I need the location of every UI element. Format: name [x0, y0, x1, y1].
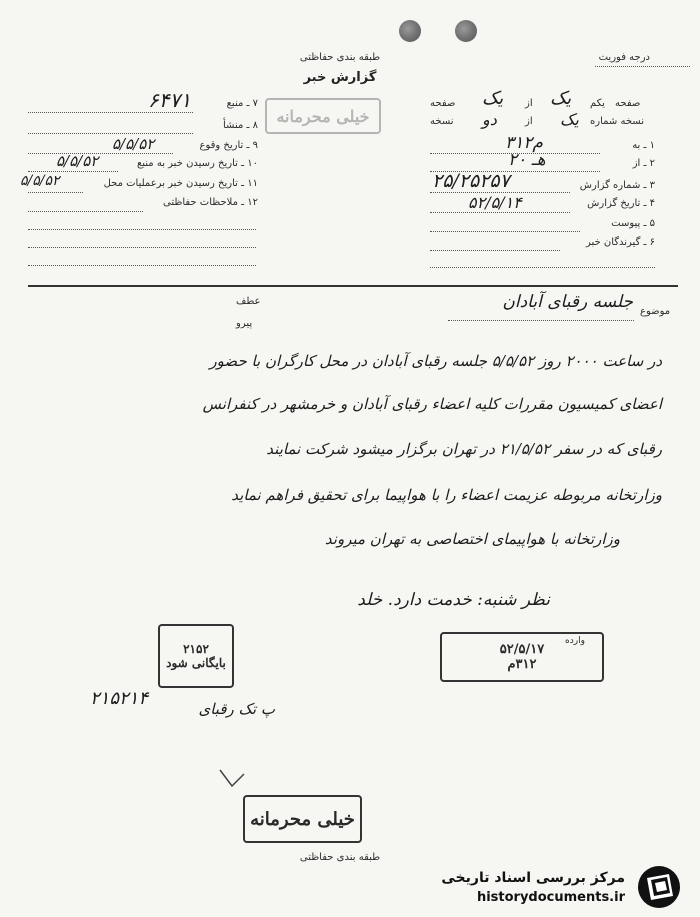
copy-of-label: از [525, 116, 533, 127]
opinion-line: نظر شنبه: خدمت دارد. خلد [357, 590, 550, 610]
field-label-report-date: ۴ ـ تاریخ گزارش [587, 198, 655, 209]
punch-hole-right [455, 20, 477, 42]
dotted-line [28, 211, 143, 212]
section-divider [28, 285, 678, 287]
copy-num-value: یک [560, 110, 579, 129]
field-label-ops-date: ۱۱ ـ تاریخ رسیدن خبر برعملیات محل [103, 178, 258, 189]
dotted-line [28, 192, 83, 193]
subject-value: جلسه رقبای آبادان [502, 292, 633, 312]
field-label-source-date: ۱۰ ـ تاریخ رسیدن خبر به منبع [136, 158, 258, 169]
watermark-org-name: مرکز بررسی اسناد تاریخی [441, 869, 625, 886]
page-word: صفحه [430, 98, 456, 109]
field-label-to: ۱ ـ به [632, 140, 655, 151]
check-mark [218, 768, 248, 790]
classification-top: طبقه بندی حفاظتی [299, 52, 381, 63]
copy-of-value: دو [482, 110, 497, 129]
form-title: گزارش خبر [303, 70, 377, 85]
received-stamp-side-label: وارده [565, 636, 585, 646]
priority-dotted-line [595, 66, 690, 67]
copy-word: نسخه [430, 116, 454, 127]
archive-logo-icon [633, 864, 685, 910]
atf-label: عطف [236, 296, 261, 307]
peyro-label: پیرو [236, 318, 253, 329]
field-label-report-number: ۳ ـ شماره گزارش [579, 180, 655, 191]
field-value-occurrence-date: ۵/۵/۵۲ [112, 135, 155, 153]
subject-label: موضوع [640, 306, 671, 317]
field-value-report-date: ۵۲/۵/۱۴ [468, 193, 522, 212]
sign-note: پ تک رقبای [198, 700, 275, 718]
body-line: اعضای کمیسیون مقررات کلیه اعضاء رقبای آبادان و خرمشهر در کنفرانس [202, 395, 662, 413]
classification-bottom: طبقه بندی حفاظتی [299, 852, 381, 863]
archive-stamp-text: بایگانی شود [166, 656, 226, 670]
page-one-value: یک [550, 88, 572, 109]
field-value-ops-date: ۵/۵/۵۲ [20, 173, 60, 189]
watermark [420, 862, 692, 912]
dotted-line [430, 231, 580, 232]
top-secret-stamp-faded: خیلی محرمانه [265, 98, 381, 134]
dotted-line [28, 133, 193, 134]
top-secret-stamp-bottom: خیلی محرمانه [243, 795, 362, 843]
dotted-line [28, 153, 173, 154]
field-label-occurrence-date: ۹ ـ تاریخ وقوع [199, 140, 258, 151]
body-line: در ساعت ۲۰۰۰ روز ۵/۵/۵۲ جلسه رقبای آبادان در محل کارگران با حضور [209, 352, 662, 370]
field-label-security-notes: ۱۲ ـ ملاحظات حفاظتی [163, 197, 258, 208]
archive-stamp-number: ۲۱۵۲ [183, 642, 209, 656]
field-value-source-date: ۵/۵/۵۲ [56, 152, 99, 170]
dotted-line [430, 212, 570, 213]
body-line: وزارتخانه مربوطه عزیمت اعضاء را با هواپیما برای تحقیق فراهم نماید [231, 486, 662, 504]
body-line: وزارتخانه با هواپیمای اختصاصی به تهران میروند [324, 530, 620, 548]
field-value-report-number: ۲۵/۲۵۲۵۷ [432, 170, 510, 192]
field-label-from: ۲ ـ از [632, 158, 655, 169]
field-value-to: ۳۱۲م [505, 133, 543, 153]
dotted-line [28, 171, 118, 172]
page-one-label: یکم [590, 98, 605, 109]
dotted-line [430, 250, 560, 251]
dotted-line [430, 267, 655, 268]
priority-label: درجه فوریت [598, 52, 650, 63]
received-date-stamp-date: ۵۲/۵/۱۷ [499, 642, 545, 657]
field-label-source: ۷ ـ منبع [226, 98, 258, 109]
archive-stamp [158, 624, 234, 688]
page-label: صفحه [615, 98, 641, 109]
punch-hole-left [399, 20, 421, 42]
dotted-line [28, 247, 256, 248]
copy-label: نسخه شماره [590, 116, 644, 127]
dotted-line [28, 112, 193, 113]
received-date-stamp-code: ۳۱۲م [507, 657, 537, 672]
field-label-recipients: ۶ ـ گیرندگان خبر [585, 237, 655, 248]
field-label-origin: ۸ ـ منشأ [222, 120, 258, 131]
archive-number-handwritten: ۲۱۵۲۱۴ [90, 688, 149, 709]
dotted-line [28, 265, 256, 266]
subject-dotted-line [448, 320, 634, 321]
field-value-source: ۶۴۷۱ [148, 88, 191, 112]
page-of-label: از [525, 98, 533, 109]
body-line: رقبای که در سفر ۲۱/۵/۵۲ در تهران برگزار میشود شرکت نمایند [266, 440, 662, 458]
page-of-value: یک [482, 88, 504, 109]
watermark-url: historydocuments.ir [476, 889, 625, 905]
dotted-line [28, 229, 256, 230]
field-label-attachment: ۵ ـ پیوست [611, 218, 655, 229]
field-value-from: ۲۰ هـ [508, 150, 546, 170]
